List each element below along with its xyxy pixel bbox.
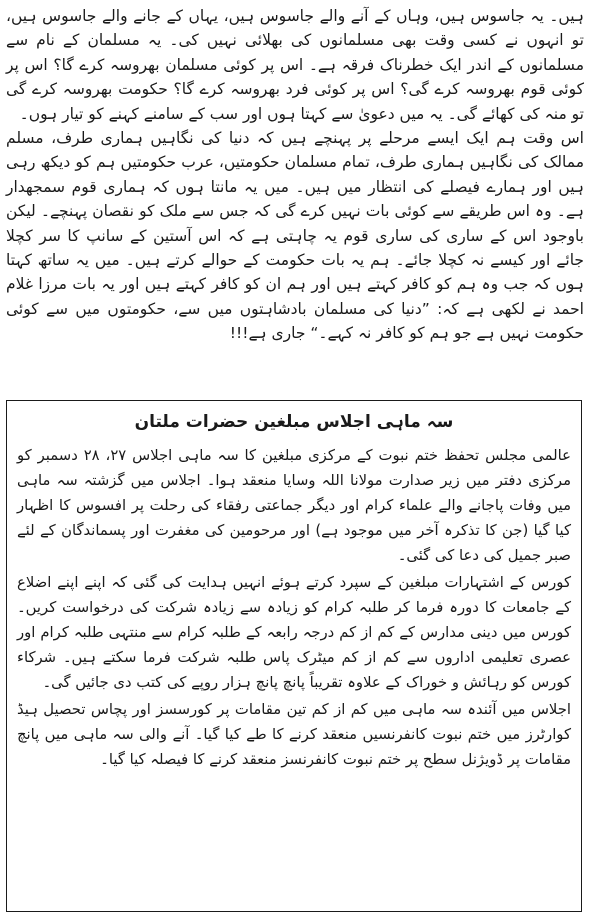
notice-paragraph-2: کورس کے اشتہارات مبلغین کے سپرد کرتے ہوئے انہیں ہدایت کی گئی کہ اپنے اپنے اضلاع کے جامعات کا دورہ فرما کر طلبہ کرام کو زیادہ سے زیادہ شرکت کی درخواست کریں۔ کورس میں دینی مدارس کے کم از کم درجہ رابعہ کے طلبہ کرام سے منتہی طلبہ کرام اور عصری تعلیمی اداروں سے کم از کم میٹرک پاس طلبہ شرکت فرما سکتے ہیں۔ شرکاء کورس کو رہائش و خوراک کے علاوہ تقریباً پانچ پانچ ہزار روپے کی کتب دی جائیں گی۔ <box>17 574 571 691</box>
notice-paragraph-1: عالمی مجلس تحفظ ختم نبوت کے مرکزی مبلغین کا سہ ماہی اجلاس ۲۷، ۲۸ دسمبر کو مرکزی دفتر میں زیر صدارت مولانا اللہ وسایا منعقد ہوا۔ اجلاس میں گزشتہ سہ ماہی میں وفات پاجانے والے علماء کرام اور دیگر جماعتی رفقاء کی رحلت پر افسوس کا اظہار کیا گیا (جن کا تذکرہ آخر میں موجود ہے) اور مرحومین کی مغفرت اور پسماندگان کے لئے صبر جمیل کی دعا کی گئی۔ <box>17 447 571 564</box>
article-paragraph-1: ہیں۔ یہ جاسوس ہیں، وہاں کے آنے والے جاسوس ہیں، یہاں کے جانے والے جاسوس ہیں، تو انہوں نے کسی وقت بھی مسلمانوں کی بھلائی نہیں کی۔ یہ مسلمان کے نام سے مسلمانوں کے اندر ایک خطرناک فرقہ ہے۔ اس پر کوئی مسلمان بھروسہ کرے گا؟ اس پر کوئی قوم بھروسہ کرے گی؟ اس پر کوئی فرد بھروسہ کرے گا؟ حکومت بھروسہ کرے گی تو منہ کی کھائے گی۔ یہ میں دعویٰ سے کہتا ہوں اور سب کے سامنے کہنے کو تیار ہوں۔ <box>6 7 584 123</box>
article-paragraph-2: اس وقت ہم ایک ایسے مرحلے پر پہنچے ہیں کہ دنیا کی نگاہیں ہماری طرف، مسلم ممالک کی نگاہیں ہماری طرف، تمام مسلمان حکومتیں، عرب حکومتیں ہم کو دیکھ رہی ہیں اور ہمارے فیصلے کی انتظار میں ہیں۔ میں یہ مانتا ہوں کہ ہماری قوم سمجھدار ہے۔ وہ اس طریقے سے کوئی بات نہیں کرے گی کہ جس سے ملک کو نقصان پہنچے۔ لیکن باوجود اس کے ساری کی ساری قوم یہ چاہتی ہے کہ اس آستین کے سانپ کا سر کچلا جائے اور کیسے نہ کچلا جائے۔ ہم یہ بات حکومت کے حوالے کرتے ہیں۔ میں یہ ساتھ کہتا ہوں کہ جب وہ ہم کو کافر کہتے ہیں اور ہم ان کو کافر کہتے ہیں اور یہ بات مرزا غلام احمد نے لکھی ہے کہ: ”دنیا کی مسلمان بادشاہتوں میں سے، حکومتوں میں سے کوئی حکومت نہیں ہے جو ہم کو کافر نہ کہے۔“ جاری ہے!!! <box>6 129 584 343</box>
notice-paragraph-3: اجلاس میں آئندہ سہ ماہی میں کم از کم تین مقامات پر کورسسز اور پچاس تحصیل ہیڈ کوارٹرز میں ختم نبوت کانفرنسیں منعقد کرنے کا طے کیا گیا۔ آنے والی سہ ماہی میں پانچ مقامات پر ڈویژنل سطح پر ختم نبوت کانفرنسز منعقد کرنے کا فیصلہ کیا گیا۔ <box>17 701 571 768</box>
notice-title: سہ ماہی اجلاس مبلغین حضرات ملتان <box>134 412 454 432</box>
notice-body <box>17 443 571 772</box>
article-column <box>6 4 584 346</box>
notice-box <box>6 400 582 912</box>
